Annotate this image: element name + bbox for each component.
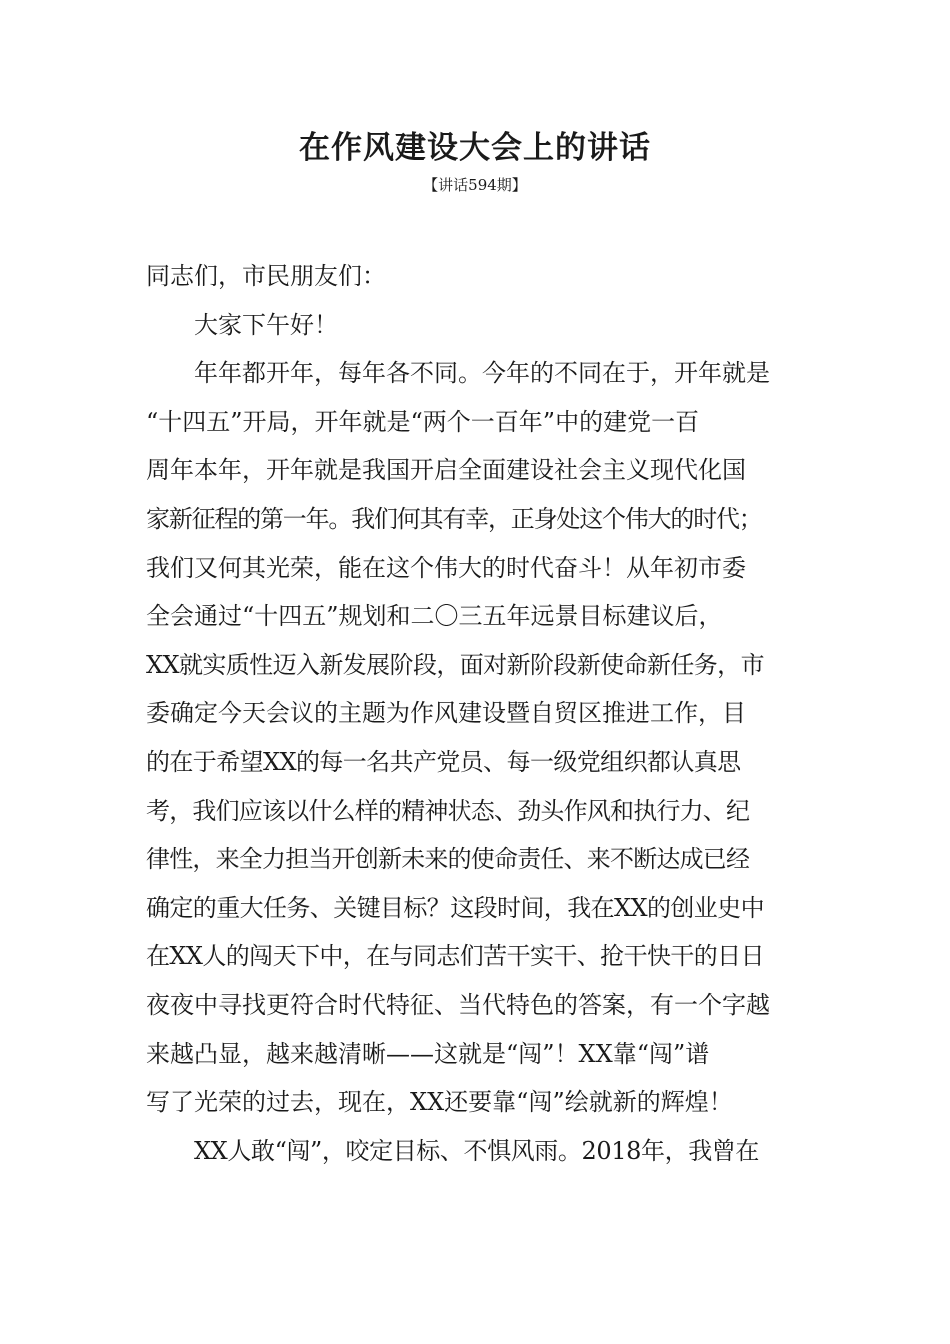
paragraph-line: 的在于希望XX的每一名共产党员、每一级党组织都认真思	[146, 747, 741, 776]
paragraph-line: 我们又何其光荣，能在这个伟大的时代奋斗！从年初市委	[146, 553, 746, 582]
paragraph-line: 律性，来全力担当开创新未来的使命责任、来不断达成已经	[146, 845, 750, 874]
paragraph-line: 委确定今天会议的主题为作风建设暨自贸区推进工作，目	[146, 699, 746, 728]
document-title: 在作风建设大会上的讲话	[299, 130, 651, 166]
paragraph-line: 在XX人的闯天下中，在与同志们苦干实干、抢干快干的日日	[146, 942, 764, 971]
paragraph-line: XX人敢“闯”，咬定目标、不惧风雨。2018年，我曾在	[194, 1136, 759, 1165]
document-subtitle: 【讲话594期】	[423, 176, 527, 194]
salutation-line: 同志们，市民朋友们：	[146, 262, 386, 290]
document-body	[146, 252, 822, 1175]
paragraph-line: 写了光荣的过去，现在，XX还要靠“闯”绘就新的辉煌！	[146, 1088, 733, 1117]
paragraph-line: 全会通过“十四五”规划和二〇三五年远景目标建议后，	[146, 602, 723, 631]
greeting-line: 大家下午好！	[194, 310, 338, 339]
paragraph-line: “十四五”开局，开年就是“两个一百年”中的建党一百	[146, 407, 700, 436]
paragraph-line: 确定的重大任务、关键目标？这段时间，我在XX的创业史中	[146, 893, 764, 922]
paragraph-line: 考，我们应该以什么样的精神状态、劲头作风和执行力、纪	[146, 796, 750, 825]
paragraph-line: 夜夜中寻找更符合时代特征、当代特色的答案，有一个字越	[146, 990, 770, 1019]
paragraph-line: XX就实质性迈入新发展阶段，面对新阶段新使命新任务，市	[146, 650, 764, 679]
paragraph-line: 周年本年，开年就是我国开启全面建设社会主义现代化国	[146, 456, 746, 485]
paragraph-line: 家新征程的第一年。我们何其有幸，正身处这个伟大的时代；	[146, 504, 762, 533]
paragraph-line: 来越凸显，越来越清晰——这就是“闯”！XX靠“闯”谱	[146, 1039, 710, 1068]
paragraph-line: 年年都开年，每年各不同。今年的不同在于，开年就是	[194, 359, 770, 388]
